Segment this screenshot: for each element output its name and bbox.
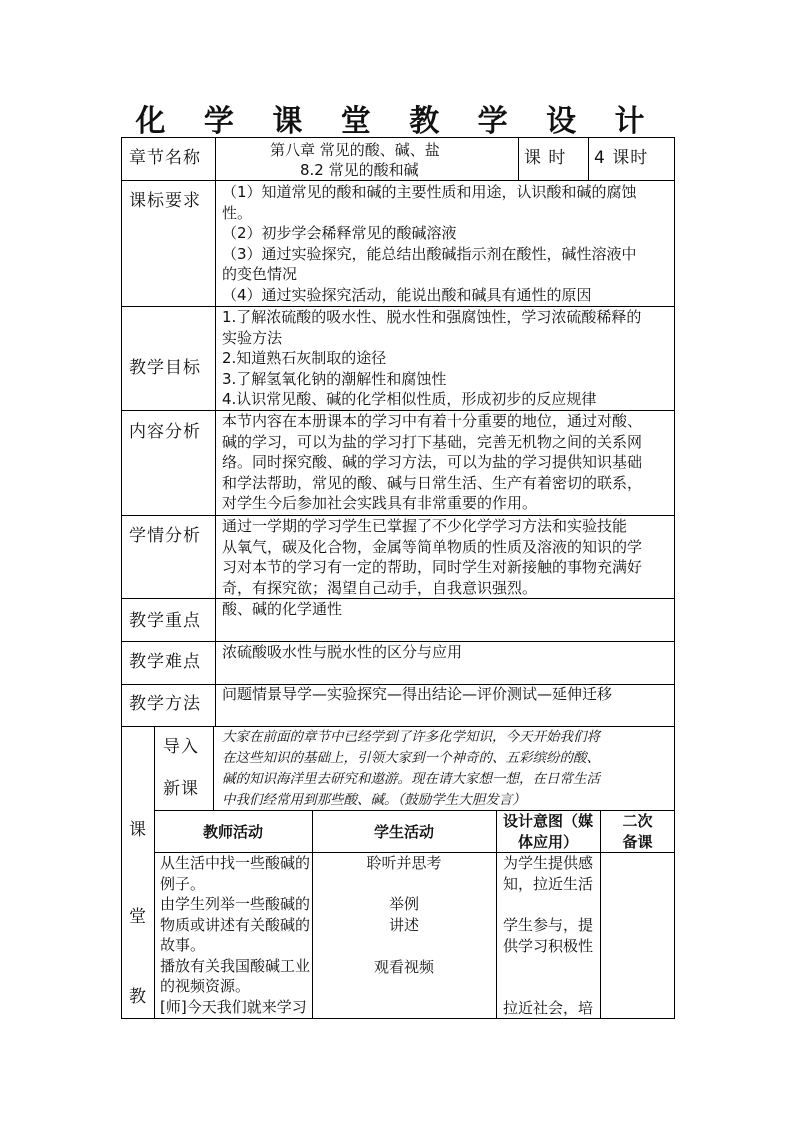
text-line: 从生活中找一些酸碱的 [160, 854, 311, 872]
text-line: （3）通过实验探究，能总结出酸碱指示剂在酸性，碱性溶液中 [222, 244, 637, 263]
text-line: 1.了解浓硫酸的吸水性、脱水性和强腐蚀性，学习浓硫酸稀释的 [222, 308, 642, 326]
text-line: （4）通过实验探究活动，能说出酸和碱具有通性的原因 [222, 285, 592, 304]
goals-text [222, 307, 674, 410]
column-divider [213, 726, 214, 810]
chapter-line-2: 8.2 常见的酸和碱 [300, 161, 419, 179]
section-label-students: 学情分析 [129, 526, 201, 546]
column-divider [215, 137, 216, 726]
text-line: 络。同时探究酸、碱的学习方法，可以为盐的学习提供知识基础 [222, 453, 643, 471]
section-label-standard: 课标要求 [129, 191, 201, 211]
key-text: 酸、碱的化学通性 [222, 600, 343, 618]
hours-label: 课 时 [524, 148, 567, 168]
text-line: （2）初步学会稀释常见的酸碱溶液 [222, 224, 457, 242]
difficult-text: 浓硫酸吸水性与脱水性的区分与应用 [222, 643, 463, 661]
design-intent-line: 拉近社会，培 [503, 999, 594, 1017]
student-activity-item: 举例 [388, 895, 419, 913]
intro-text [222, 727, 674, 811]
student-activity-item: 讲述 [388, 916, 419, 934]
process-side-char: 教 [129, 987, 147, 1007]
text-line: 由学生列举一些酸碱的 [160, 895, 311, 913]
intro-label-1: 导入 [163, 737, 199, 757]
col-header-teacher: 教师活动 [202, 823, 263, 841]
text-line: 3.了解氢氧化钠的潮解性和腐蚀性 [222, 369, 447, 388]
text-line: 大家在前面的章节中已经学到了许多化学知识，今天开始我们将 [222, 729, 600, 745]
text-line: 4.认识常见酸、碱的化学相似性质，形成初步的反应规律 [222, 390, 597, 408]
text-line: 碱的知识海洋里去研究和遨游。现在请大家想一想，在日常生活 [222, 771, 600, 787]
page-title: 化 学 课 堂 教 学 设 计 [135, 104, 659, 139]
text-line: 从氧气，碳及化合物，金属等简单物质的性质及溶液的知识的学 [222, 537, 643, 556]
text-line: （1）知道常见的酸和碱的主要性质和用途，认识酸和碱的腐蚀 [222, 183, 637, 201]
column-divider [588, 137, 589, 180]
text-line: 在这些知识的基础上，引领大家到一个神奇的、五彩缤纷的酸、 [222, 750, 600, 766]
col-header-design-line: 体应用） [517, 832, 578, 851]
intro-label-2: 新课 [163, 779, 199, 799]
process-side-char: 堂 [129, 907, 147, 927]
teacher-activity [160, 853, 310, 1017]
content-text [222, 411, 674, 514]
col-header-design [496, 811, 600, 852]
text-line: 碱的学习，可以为盐的学习打下基础，完善无机物之间的关系网 [222, 432, 643, 451]
text-line: 习对本节的学习有一定的帮助，同时学生对新接触的事物充满好 [222, 558, 643, 576]
student-activity-item: 观看视频 [373, 958, 434, 976]
col-header-prep-line: 二次 [622, 812, 653, 830]
design-intent-line: 为学生提供感 [503, 854, 594, 872]
column-divider [518, 137, 519, 180]
text-line: 故事。 [160, 936, 206, 954]
text-line: 对学生今后参加社会实践具有非常重要的作用。 [222, 494, 538, 512]
text-line: 物质或讲述有关酸碱的 [160, 915, 311, 934]
section-label-goals: 教学目标 [129, 358, 201, 378]
design-intent-line: 学生参与，提 [503, 916, 594, 934]
text-line: 播放有关我国酸碱工业 [160, 956, 311, 975]
col-header-student: 学生活动 [373, 823, 434, 841]
text-line: 2.知道熟石灰制取的途径 [222, 349, 387, 367]
text-line: 和学法帮助，常见的酸、碱与日常生活、生产有着密切的联系， [222, 473, 643, 492]
text-line: 奇，有探究欲；渴望自己动手，自我意识强烈。 [222, 578, 538, 597]
process-side-char: 课 [129, 820, 147, 840]
design-intent-line: 供学习积极性 [503, 937, 594, 955]
text-line: 实验方法 [222, 328, 283, 347]
method-text: 问题情景导学—实验探究—得出结论—评价测试—延伸迁移 [222, 685, 613, 703]
hours-value: 4 课时 [594, 148, 649, 168]
text-line: 性。 [222, 203, 253, 222]
chapter-label: 章节名称 [129, 148, 201, 168]
column-divider [154, 726, 155, 1019]
col-header-prep [600, 811, 675, 852]
text-line: [师]今天我们就来学习 [160, 997, 307, 1016]
text-line: 的变色情况 [222, 265, 298, 283]
text-line: 例子。 [160, 874, 206, 893]
row-divider [121, 598, 675, 599]
section-label-content: 内容分析 [129, 422, 201, 442]
text-line: 本节内容在本册课本的学习中有着十分重要的地位，通过对酸、 [222, 412, 643, 430]
standard-text [222, 182, 674, 305]
chapter-line-1: 第八章 常见的酸、碱、盐 [270, 141, 440, 159]
section-label-difficult: 教学难点 [129, 652, 201, 672]
design-intent-line: 知，拉近生活 [503, 875, 594, 893]
section-label-method: 教学方法 [129, 694, 201, 714]
col-header-design-line: 设计意图（媒 [502, 812, 593, 830]
text-line: 的视频资源。 [160, 977, 251, 995]
col-header-prep-line: 备课 [622, 832, 653, 851]
text-line: 中我们经常用到那些酸、碱。（鼓励学生大胆发言） [222, 792, 526, 808]
section-label-key: 教学重点 [129, 611, 201, 631]
text-line: 通过一学期的学习学生已掌握了不少化学学习方法和实验技能 [222, 517, 628, 535]
student-activity-item: 聆听并思考 [366, 854, 442, 872]
students-text [222, 516, 674, 598]
